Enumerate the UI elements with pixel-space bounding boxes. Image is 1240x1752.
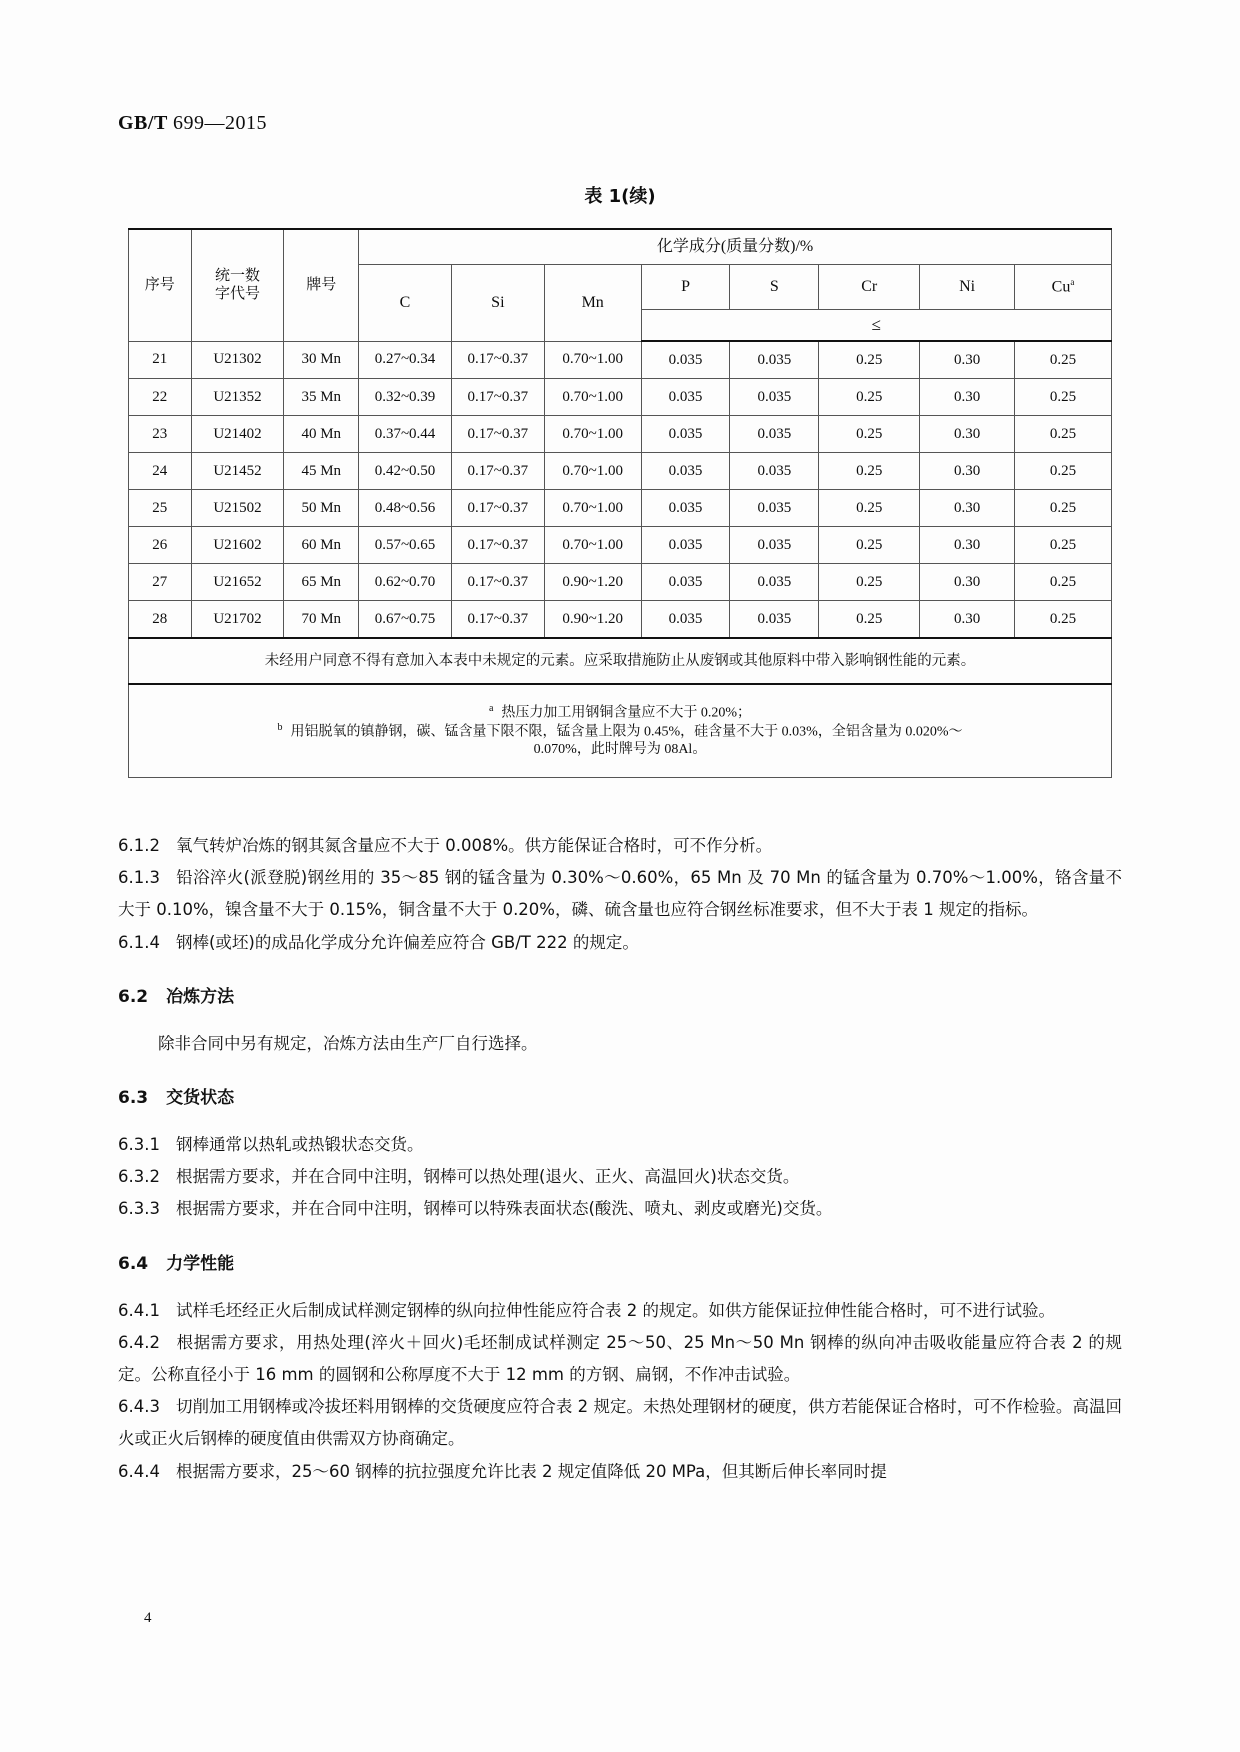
cell-mn: 0.70~1.00 — [544, 527, 641, 564]
header-ni: Ni — [920, 265, 1015, 310]
table-header-row-group — [129, 229, 1112, 265]
cell-grade: 65 Mn — [284, 564, 359, 601]
cell-s: 0.035 — [730, 379, 819, 416]
header-code-line2: 字代号 — [214, 286, 260, 303]
cell-cr: 0.25 — [819, 379, 920, 416]
cell-s: 0.035 — [730, 416, 819, 453]
section-6-4-heading — [118, 1248, 1122, 1281]
cell-cr: 0.25 — [819, 453, 920, 490]
cell-cu: 0.25 — [1015, 453, 1112, 490]
cell-p: 0.035 — [641, 527, 730, 564]
clause-6-1-4 — [118, 927, 1122, 959]
cell-si: 0.17~0.37 — [451, 527, 544, 564]
clause-6-3-2 — [118, 1161, 1122, 1193]
cell-c: 0.67~0.75 — [359, 601, 452, 639]
cell-p: 0.035 — [641, 379, 730, 416]
section-6-2-text: 除非合同中另有规定，冶炼方法由生产厂自行选择。 — [158, 1033, 538, 1053]
cell-si: 0.17~0.37 — [451, 564, 544, 601]
section-6-4-title: 力学性能 — [166, 1253, 235, 1274]
clause-6-4-1 — [118, 1295, 1122, 1327]
cell-s: 0.035 — [730, 601, 819, 639]
cell-c: 0.32~0.39 — [359, 379, 452, 416]
cell-cu: 0.25 — [1015, 379, 1112, 416]
section-6-2-title: 冶炼方法 — [166, 986, 235, 1007]
cell-p: 0.035 — [641, 341, 730, 379]
clause-6-1-2-text: 氧气转炉冶炼的钢其氮含量应不大于 0.008%。供方能保证合格时，可不作分析。 — [175, 836, 773, 855]
section-6-3-number: 6.3 — [118, 1088, 149, 1108]
clause-6-3-3-text: 根据需方要求，并在合同中注明，钢棒可以特殊表面状态(酸洗、喷丸、剥皮或磨光)交货。 — [175, 1199, 833, 1219]
page-number: 4 — [144, 1610, 152, 1626]
chemical-composition-table — [128, 228, 1112, 778]
section-6-2-heading — [118, 981, 1122, 1014]
cell-cr: 0.25 — [819, 416, 920, 453]
cell-ni: 0.30 — [920, 527, 1015, 564]
clause-6-3-1 — [118, 1129, 1122, 1161]
cell-grade: 40 Mn — [284, 416, 359, 453]
standard-label: GB/T — [118, 112, 168, 134]
cell-mn: 0.70~1.00 — [544, 416, 641, 453]
page-header — [118, 112, 267, 135]
table-footnotes-row — [129, 684, 1112, 778]
cell-code: U21602 — [191, 527, 284, 564]
cell-cu: 0.25 — [1015, 527, 1112, 564]
cell-s: 0.035 — [730, 453, 819, 490]
cell-cu: 0.25 — [1015, 416, 1112, 453]
cell-c: 0.48~0.56 — [359, 490, 452, 527]
footnote-b — [129, 722, 1111, 741]
cell-mn: 0.70~1.00 — [544, 453, 641, 490]
standard-number: 699—2015 — [172, 112, 267, 134]
cell-s: 0.035 — [730, 564, 819, 601]
cell-p: 0.035 — [641, 453, 730, 490]
header-code-line1: 统一数 — [214, 267, 260, 284]
cell-ni: 0.30 — [920, 490, 1015, 527]
cell-p: 0.035 — [641, 601, 730, 639]
clause-6-4-2-text: 根据需方要求，用热处理(淬火＋回火)毛坯制成试样测定 25～50、25 Mn～50 Mn 钢棒的纵向冲击吸收能量应符合表 2 的规定。公称直径小于 16 mm 的圆钢和公称厚度不大于 12 mm 的方钢、扁钢，不作冲击试验。 — [118, 1332, 1122, 1385]
cell-code: U21402 — [191, 416, 284, 453]
cell-cr: 0.25 — [819, 564, 920, 601]
table-container — [128, 228, 1112, 778]
clause-6-3-1-number: 6.3.1 — [118, 1135, 160, 1155]
cell-si: 0.17~0.37 — [451, 416, 544, 453]
clause-6-4-3-text: 切削加工用钢棒或冷拔坯料用钢棒的交货硬度应符合表 2 规定。未热处理钢材的硬度，供方若能保证合格时，可不作检验。高温回火或正火后钢棒的硬度值由供需双方协商确定。 — [118, 1397, 1122, 1449]
header-cu-footnote-mark: a — [1070, 276, 1075, 287]
clause-6-4-2-number: 6.4.2 — [118, 1332, 160, 1352]
cell-ni: 0.30 — [920, 564, 1015, 601]
cell-seq: 24 — [129, 453, 192, 490]
cell-ni: 0.30 — [920, 379, 1015, 416]
clause-6-3-1-text: 钢棒通常以热轧或热锻状态交货。 — [175, 1135, 424, 1155]
clause-6-4-4-text: 根据需方要求，25～60 钢棒的抗拉强度允许比表 2 规定值降低 20 MPa，但其断后伸长率同时提 — [175, 1461, 887, 1481]
clause-6-4-4-number: 6.4.4 — [118, 1461, 160, 1481]
clause-6-1-4-number: 6.1.4 — [118, 932, 160, 952]
header-si: Si — [451, 265, 544, 342]
header-s: S — [730, 265, 819, 310]
cell-c: 0.57~0.65 — [359, 527, 452, 564]
table-row — [129, 490, 1112, 527]
cell-cr: 0.25 — [819, 601, 920, 639]
table-footnotes — [129, 684, 1112, 778]
table-row — [129, 601, 1112, 639]
clause-6-1-2-number: 6.1.2 — [118, 836, 160, 855]
table-row — [129, 416, 1112, 453]
cell-c: 0.37~0.44 — [359, 416, 452, 453]
cell-cr: 0.25 — [819, 527, 920, 564]
clause-6-3-2-number: 6.3.2 — [118, 1167, 160, 1187]
header-grade: 牌号 — [284, 229, 359, 341]
cell-ni: 0.30 — [920, 341, 1015, 379]
cell-code: U21652 — [191, 564, 284, 601]
cell-seq: 26 — [129, 527, 192, 564]
footnote-a-text: 热压力加工用钢铜含量应不大于 0.20%； — [501, 705, 752, 721]
cell-seq: 22 — [129, 379, 192, 416]
cell-s: 0.035 — [730, 490, 819, 527]
cell-ni: 0.30 — [920, 601, 1015, 639]
table-row — [129, 527, 1112, 564]
cell-code: U21502 — [191, 490, 284, 527]
cell-s: 0.035 — [730, 341, 819, 379]
cell-code: U21302 — [191, 341, 284, 379]
table-row — [129, 453, 1112, 490]
header-chemical-group: 化学成分(质量分数)/% — [359, 229, 1112, 265]
clause-6-1-3 — [118, 862, 1122, 926]
cell-grade: 30 Mn — [284, 341, 359, 379]
table-general-note: 未经用户同意不得有意加入本表中未规定的元素。应采取措施防止从废钢或其他原料中带入影响钢性能的元素。 — [129, 638, 1112, 684]
cell-ni: 0.30 — [920, 453, 1015, 490]
clause-6-3-2-text: 根据需方要求，并在合同中注明，钢棒可以热处理(退火、正火、高温回火)状态交货。 — [175, 1167, 800, 1187]
cell-code: U21352 — [191, 379, 284, 416]
clause-6-4-2 — [118, 1327, 1122, 1391]
cell-mn: 0.70~1.00 — [544, 341, 641, 379]
cell-seq: 28 — [129, 601, 192, 639]
cell-si: 0.17~0.37 — [451, 490, 544, 527]
cell-p: 0.035 — [641, 490, 730, 527]
cell-cu: 0.25 — [1015, 564, 1112, 601]
cell-seq: 23 — [129, 416, 192, 453]
cell-mn: 0.70~1.00 — [544, 490, 641, 527]
clause-6-4-1-text: 试样毛坯经正火后制成试样测定钢棒的纵向拉伸性能应符合表 2 的规定。如供方能保证拉伸性能合格时，可不进行试验。 — [175, 1300, 1055, 1320]
table-row — [129, 379, 1112, 416]
cell-seq: 21 — [129, 341, 192, 379]
cell-c: 0.62~0.70 — [359, 564, 452, 601]
cell-s: 0.035 — [730, 527, 819, 564]
header-cu — [1015, 265, 1112, 310]
cell-si: 0.17~0.37 — [451, 453, 544, 490]
cell-p: 0.035 — [641, 564, 730, 601]
cell-cu: 0.25 — [1015, 490, 1112, 527]
cell-cr: 0.25 — [819, 341, 920, 379]
cell-mn: 0.70~1.00 — [544, 379, 641, 416]
cell-cr: 0.25 — [819, 490, 920, 527]
section-6-3-title: 交货状态 — [166, 1088, 235, 1108]
footnote-b-mark: b — [277, 722, 283, 734]
footnote-b-text: 用铝脱氧的镇静钢，碳、锰含量下限不限，锰含量上限为 0.45%，硅含量不大于 0.03%，全铝含量为 0.020%～ — [290, 724, 963, 740]
header-code — [191, 229, 284, 341]
header-c: C — [359, 265, 452, 342]
cell-mn: 0.90~1.20 — [544, 564, 641, 601]
cell-si: 0.17~0.37 — [451, 601, 544, 639]
table-body — [129, 341, 1112, 778]
footnote-b-continuation: 0.070%，此时牌号为 08Al。 — [533, 742, 707, 758]
clause-6-1-3-text: 铅浴淬火(派登脱)钢丝用的 35～85 钢的锰含量为 0.30%～0.60%，65 Mn 及 70 Mn 的锰含量为 0.70%～1.00%，铬含量不大于 0.10%，镍含量不大于 0.15%，铜含量不大于 0.20%，磷、硫含量也应符合钢丝标准要求，但不大于表 1 规定的指标。 — [118, 868, 1122, 920]
cell-grade: 35 Mn — [284, 379, 359, 416]
header-p: P — [641, 265, 730, 310]
header-seq: 序号 — [129, 229, 192, 341]
clause-6-4-3-number: 6.4.3 — [118, 1397, 160, 1417]
clause-6-1-4-text: 钢棒(或坯)的成品化学成分允许偏差应符合 GB/T 222 的规定。 — [175, 932, 639, 952]
footnote-a — [129, 703, 1111, 722]
clause-6-3-3-number: 6.3.3 — [118, 1199, 160, 1219]
header-cu-label: Cu — [1051, 278, 1071, 296]
clause-6-1-2 — [118, 830, 1122, 862]
section-6-3-heading — [118, 1082, 1122, 1115]
clause-6-4-4 — [118, 1456, 1122, 1488]
cell-grade: 50 Mn — [284, 490, 359, 527]
cell-c: 0.27~0.34 — [359, 341, 452, 379]
table-row — [129, 341, 1112, 379]
table-title: 表 1(续) — [584, 186, 656, 207]
cell-grade: 45 Mn — [284, 453, 359, 490]
cell-grade: 60 Mn — [284, 527, 359, 564]
header-cr: Cr — [819, 265, 920, 310]
clause-6-4-1-number: 6.4.1 — [118, 1300, 160, 1320]
cell-code: U21702 — [191, 601, 284, 639]
table-general-note-row — [129, 638, 1112, 684]
header-limit-symbol: ≤ — [641, 310, 1111, 342]
cell-ni: 0.30 — [920, 416, 1015, 453]
section-6-4-number: 6.4 — [118, 1253, 149, 1274]
clause-6-3-3 — [118, 1193, 1122, 1225]
cell-seq: 27 — [129, 564, 192, 601]
cell-cu: 0.25 — [1015, 341, 1112, 379]
cell-code: U21452 — [191, 453, 284, 490]
cell-p: 0.035 — [641, 416, 730, 453]
clause-6-4-3 — [118, 1391, 1122, 1455]
clause-6-1-3-number: 6.1.3 — [118, 868, 160, 888]
table-row — [129, 564, 1112, 601]
footnote-a-mark: a — [488, 703, 494, 715]
cell-mn: 0.90~1.20 — [544, 601, 641, 639]
document-body — [118, 830, 1122, 1488]
header-mn: Mn — [544, 265, 641, 342]
cell-c: 0.42~0.50 — [359, 453, 452, 490]
cell-seq: 25 — [129, 490, 192, 527]
section-6-2-number: 6.2 — [118, 986, 149, 1007]
cell-si: 0.17~0.37 — [451, 341, 544, 379]
cell-cu: 0.25 — [1015, 601, 1112, 639]
cell-si: 0.17~0.37 — [451, 379, 544, 416]
cell-grade: 70 Mn — [284, 601, 359, 639]
